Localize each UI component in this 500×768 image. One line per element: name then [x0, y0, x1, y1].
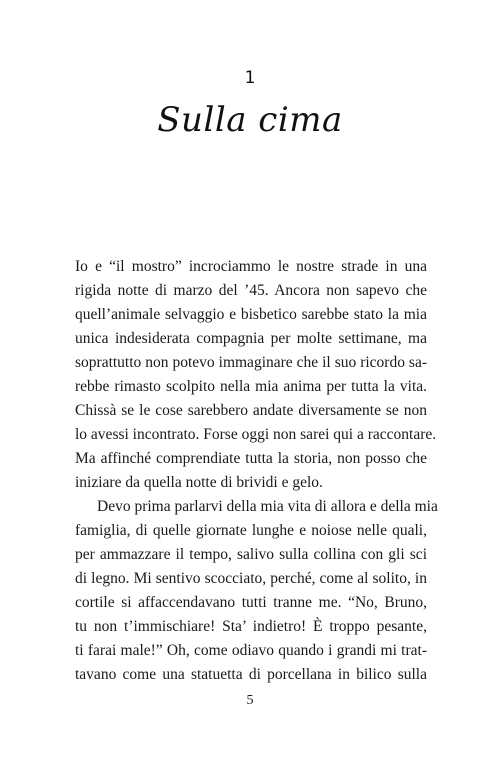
text-line: tavano come una statuetta di porcellana in bilico sulla	[75, 666, 427, 683]
chapter-title: Sulla cima	[157, 100, 343, 140]
text-line: iniziare da quella notte di brividi e gelo.	[75, 474, 323, 491]
text-line: Chissà se le cose sarebbero andate diversamente se non	[75, 402, 427, 419]
text-line: famiglia, di quelle giornate lunghe e noiose nelle quali,	[75, 522, 427, 539]
text-line: rigida notte di marzo del ’45. Ancora non sapevo che	[75, 282, 427, 299]
text-line: unica indesiderata compagnia per molte settimane, ma	[75, 330, 427, 347]
text-line: di legno. Mi sentivo scocciato, perché, come al solito, in	[75, 570, 427, 587]
body-text	[75, 255, 438, 687]
text-line: quell’animale selvaggio e bisbetico sarebbe stato la mia	[75, 306, 427, 323]
text-line: lo avessi incontrato. Forse oggi non sarei qui a raccontare.	[75, 426, 437, 443]
text-line: ti farai male!” Oh, come odiavo quando i grandi mi trat-	[75, 642, 427, 659]
text-line: cortile si affaccendavano tutti tranne me. “No, Bruno,	[75, 594, 427, 611]
paragraph-2	[75, 495, 438, 687]
text-line: per ammazzare il tempo, salivo sulla collina con gli sci	[75, 546, 427, 563]
page-number: 5	[246, 693, 254, 708]
text-line: Devo prima parlarvi della mia vita di allora e della mia	[97, 498, 438, 515]
paragraph-1	[75, 255, 437, 495]
text-line: Ma affinché comprendiate tutta la storia, non posso che	[75, 450, 427, 467]
text-line: rebbe rimasto scolpito nella mia anima per tutta la vita.	[75, 378, 427, 395]
text-line: Io e “il mostro” incrociammo le nostre strade in una	[75, 258, 427, 275]
text-line: soprattutto non potevo immaginare che il suo ricordo sa-	[75, 354, 427, 371]
text-line: tu non t’immischiare! Sta’ indietro! È troppo pesante,	[75, 618, 427, 635]
chapter-number: 1	[244, 68, 256, 88]
